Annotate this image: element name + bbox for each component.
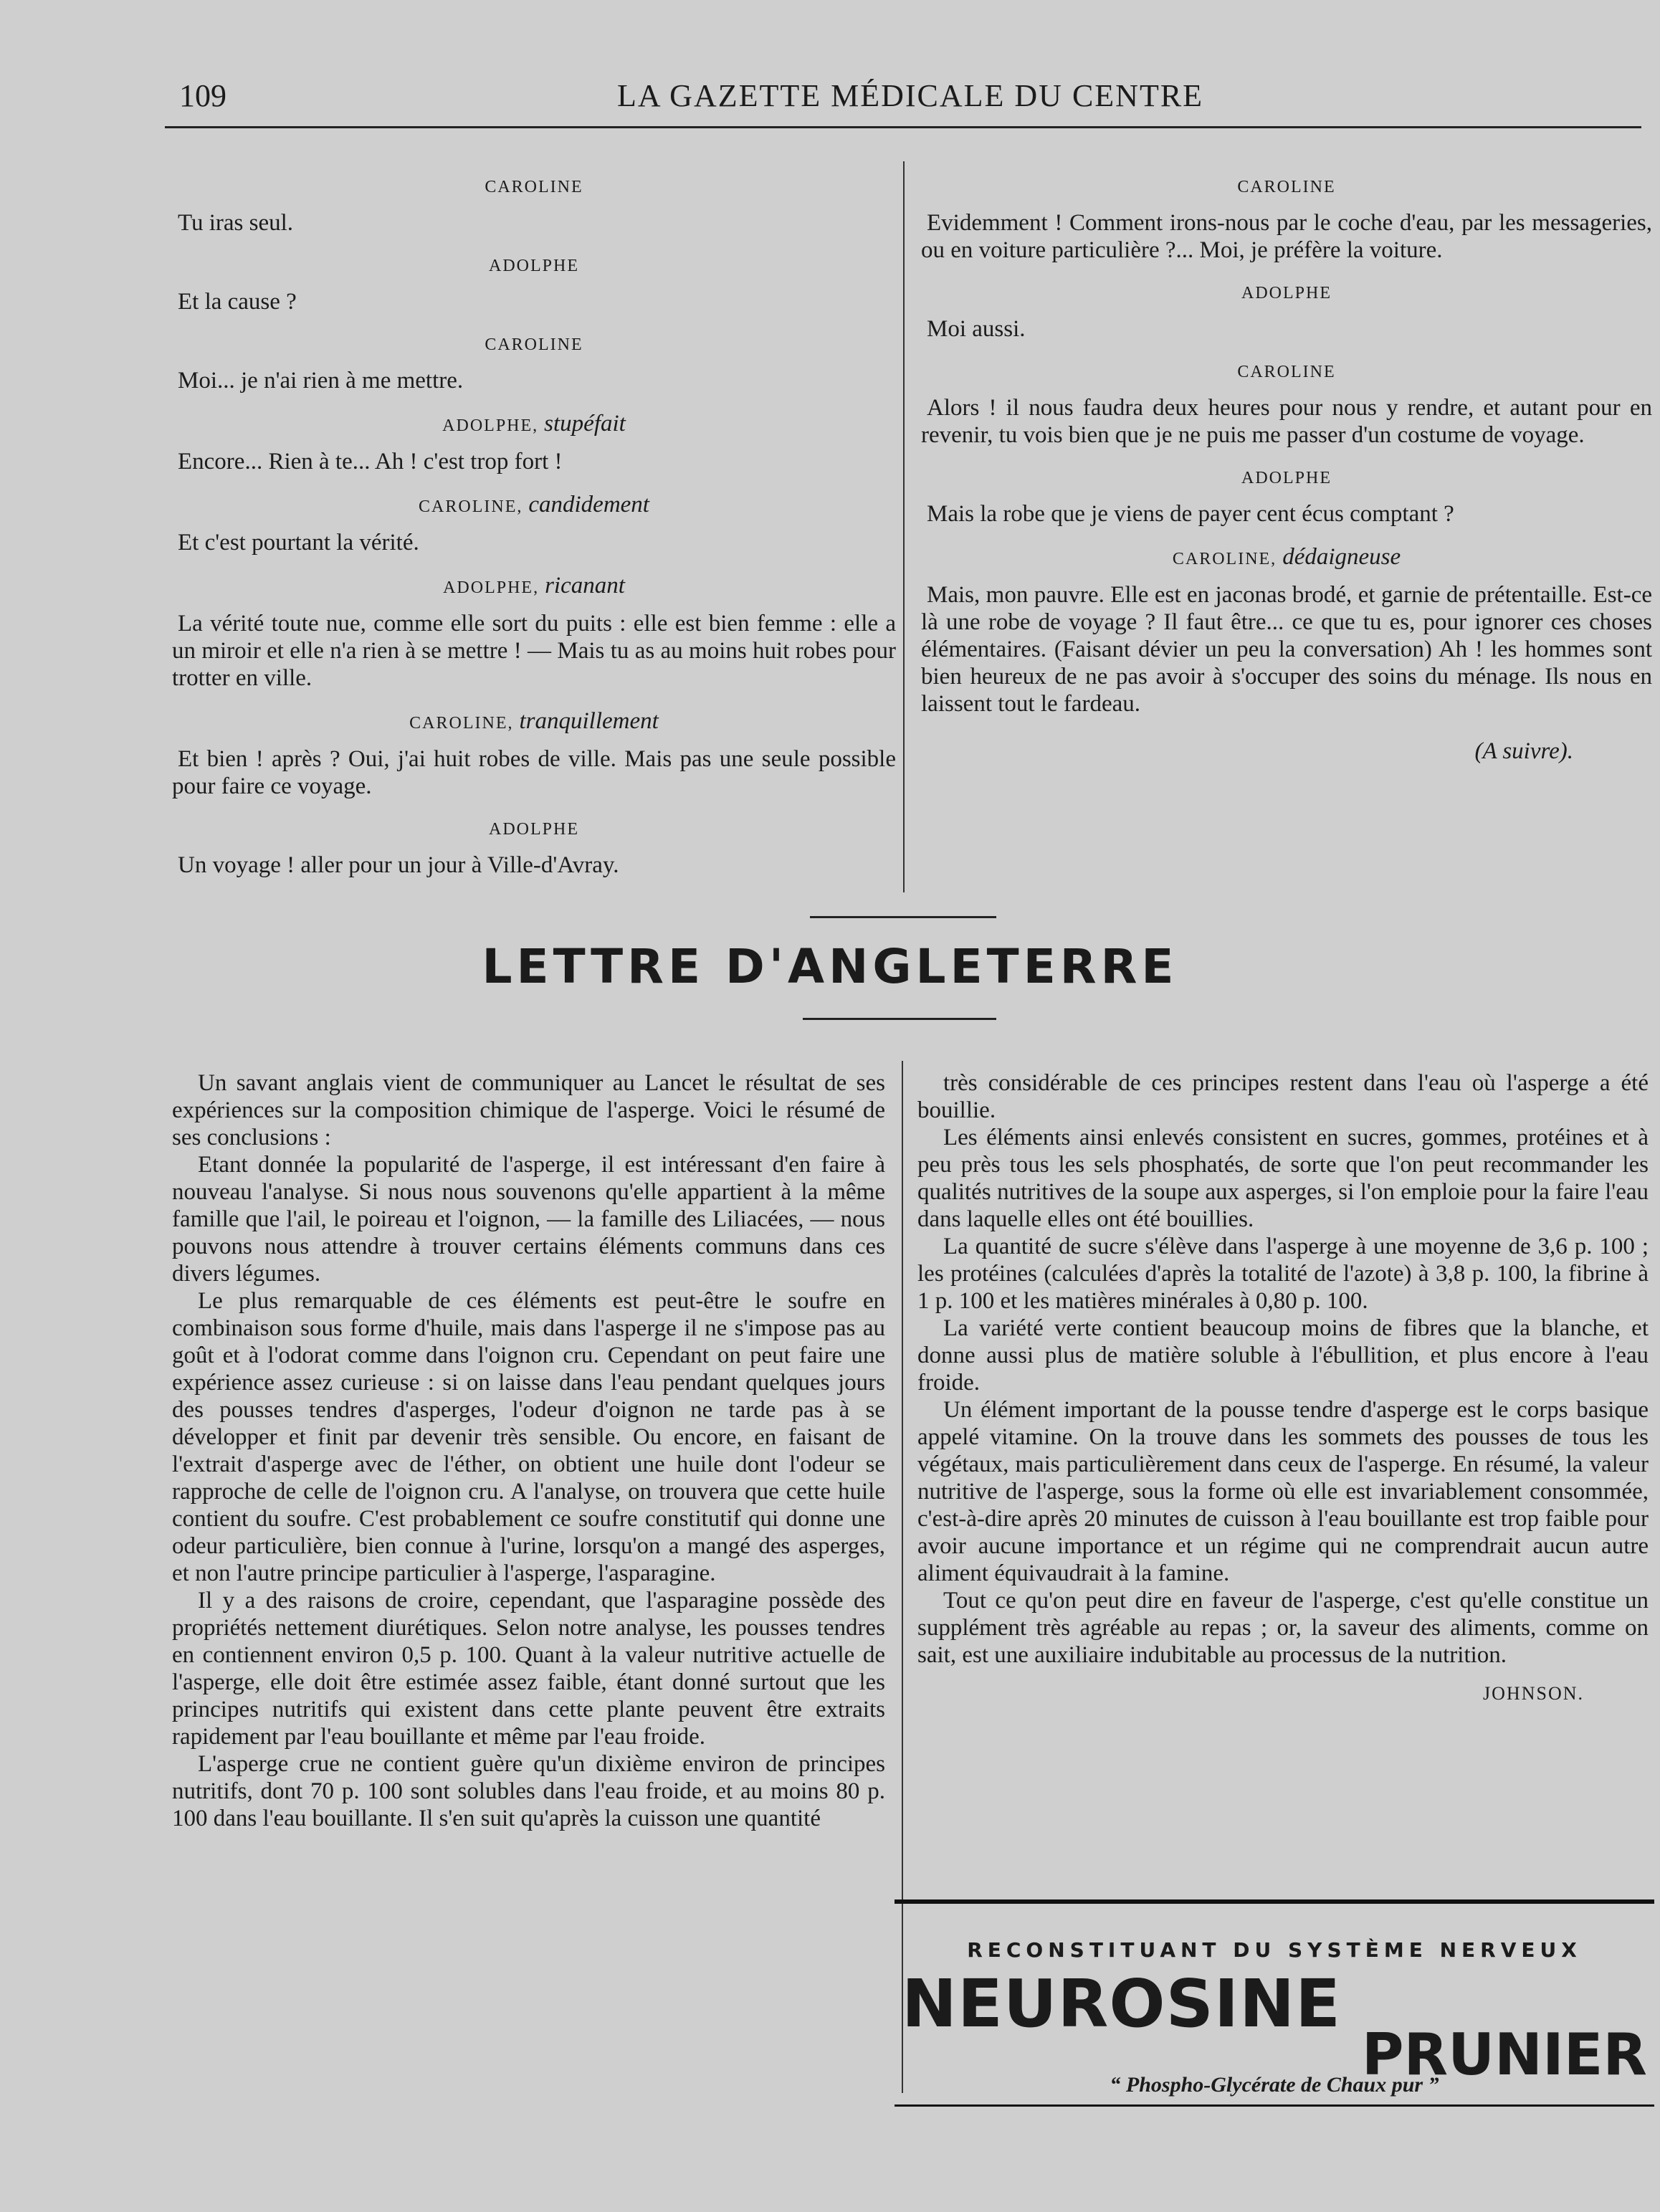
ad-brand: NEUROSINE	[902, 1965, 1341, 2042]
dialogue-column-divider	[903, 161, 905, 892]
speaker-cue	[921, 464, 1652, 492]
speaker-cue	[172, 816, 896, 843]
article-paragraph: Le plus remarquable de ces éléments est peut-être le soufre en combinaison sous forme d'huile, mais dans l'asperge il ne s'impose pas au goût et à l'odorat comme dans l'oignon cru. Cependant on peut faire une expérience assez curieuse : si on laisse dans l'eau pendant quelques jours des pousses tendres d'asperges, l'odeur d'oignon ne tarde pas à se développer et finit par devenir très sensible. Ou encore, en faisant de l'extrait d'asperge avec de l'éther, on obtient une huile dont l'odeur se rapproche de celle de l'oignon cru. A l'analyse, on trouvera que cette huile contient du soufre. C'est probablement ce soufre constitutif qui donne une odeur particulière, bien connue à l'urine, lorsqu'on a mangé des asperges, et non l'autre principe particulier à l'asperge, l'asparagine.	[172, 1288, 885, 1586]
speaker-name: ADOLPHE,	[443, 578, 540, 597]
speaker-name: CAROLINE	[485, 178, 583, 196]
article-paragraph: Les éléments ainsi enlevés consistent en sucres, gommes, protéines et à peu près tous les sels phosphatés, de sorte que l'on peut recommander les qualités nutritives de la soupe aux asperges, si l'on emploie pour la faire l'eau dans laquelle elles ont été bouillies.	[917, 1125, 1649, 1232]
ad-rule-bottom	[895, 2104, 1654, 2107]
speaker-cue	[172, 572, 896, 601]
article-right-column	[917, 1069, 1649, 1707]
speaker-name: ADOLPHE	[1241, 469, 1332, 487]
article-paragraph: La quantité de sucre s'élève dans l'asperge à une moyenne de 3,6 p. 100 ; les protéines (calculées d'après la totalité de l'azote) à 3,8 p. 100, la fibrine à 1 p. 100 et les matières minérales à 0,80 p. 100.	[917, 1234, 1649, 1314]
article-paragraph: très considérable de ces principes restent dans l'eau où l'asperge a été bouillie.	[917, 1070, 1649, 1123]
dialogue-line: Mais la robe que je viens de payer cent écus comptant ?	[927, 501, 1454, 527]
dialogue-line: Tu iras seul.	[178, 210, 294, 236]
running-head	[179, 72, 1641, 122]
speaker-cue	[921, 173, 1652, 201]
stage-direction: stupéfait	[544, 411, 626, 437]
dialogue-line: Et la cause ?	[178, 289, 297, 315]
speaker-cue	[172, 173, 896, 201]
speaker-name: CAROLINE	[1237, 178, 1336, 196]
dialogue-line: Un voyage ! aller pour un jour à Ville-d'Avray.	[178, 852, 619, 878]
speaker-cue	[172, 252, 896, 280]
article-paragraph: L'asperge crue ne contient guère qu'un dixième environ de principes nutritifs, dont 70 p. 100 sont solubles dans l'eau froide, et au moins 80 p. 100 dans l'eau bouillante. Il s'en suit qu'après la cuisson une quantité	[172, 1751, 885, 1831]
ad-slogan: “ Phospho-Glycérate de Chaux pur ”	[1110, 2073, 1439, 2097]
header-rule	[165, 126, 1641, 128]
speaker-cue	[921, 543, 1652, 573]
dialogue-right-column	[921, 158, 1652, 765]
dialogue-line: Et bien ! après ? Oui, j'ai huit robes de ville. Mais pas une seule possible pour faire ce voyage.	[172, 746, 896, 799]
page-number: 109	[179, 78, 226, 113]
speaker-name: ADOLPHE	[489, 820, 579, 839]
dialogue-line: Mais, mon pauvre. Elle est en jaconas brodé, et garnie de prétentaille. Est-ce là une robe de voyage ? Il faut être... ce que tu es, pour ignorer ces choses élémentaires. (Faisant dévier un peu la conversation) Ah ! les hommes sont bien heureux de ne pas avoir à s'occuper des soins du ménage. Ils nous en laissent tout le fardeau.	[921, 582, 1652, 717]
article-left-column	[172, 1069, 885, 1832]
speaker-name: CAROLINE	[1237, 363, 1336, 381]
stage-direction: ricanant	[545, 573, 625, 599]
article-paragraph: Un savant anglais vient de communiquer au Lancet le résultat de ses expériences sur la composition chimique de l'asperge. Voici le résumé de ses conclusions :	[172, 1070, 885, 1150]
article-paragraph: Un élément important de la pousse tendre d'asperge est le corps basique appelé vitamine. On la trouve dans les sommets des pousses de tous les végétaux, mais particulièrement dans ceux de l'asperge. En résumé, la valeur nutritive de l'asperge, sous la forme où elle est invariablement consommée, c'est-à-dire après 20 minutes de cuisson à l'eau bouillante est trop faible pour avoir aucune importance et un régime qui ne comprendrait aucun autre aliment équivaudrait à la famine.	[917, 1397, 1649, 1586]
stage-direction: dédaigneuse	[1282, 544, 1401, 570]
speaker-cue	[172, 410, 896, 439]
speaker-name: CAROLINE,	[419, 497, 523, 516]
advertisement	[895, 1899, 1654, 2107]
dialogue-line: Encore... Rien à te... Ah ! c'est trop fort !	[178, 449, 563, 475]
section-rule-top	[810, 916, 996, 918]
dialogue-line: Moi... je n'ai rien à me mettre.	[178, 368, 464, 394]
speaker-cue	[921, 280, 1652, 307]
dialogue-line: Evidemment ! Comment irons-nous par le coche d'eau, par les messageries, ou en voiture particulière ?... Moi, je préfère la voiture.	[921, 210, 1652, 263]
speaker-cue	[172, 491, 896, 520]
dialogue-line: La vérité toute nue, comme elle sort du puits : elle est bien femme : elle a un miroir et elle n'a rien à se mettre ! — Mais tu as au moins huit robes pour trotter en ville.	[172, 611, 896, 691]
speaker-cue	[172, 331, 896, 358]
speaker-name: CAROLINE	[485, 335, 583, 354]
journal-title: LA GAZETTE MÉDICALE DU CENTRE	[616, 78, 1204, 113]
stage-direction: tranquillement	[519, 708, 659, 734]
article-paragraph: Il y a des raisons de croire, cependant, que l'asparagine possède des propriétés nettement diurétiques. Selon notre analyse, les pousses tendres en contiennent environ 0,5 p. 100. Quant à la valeur nutritive actuelle de l'asperge, elle doit être estimée assez faible, étant donné surtout que les principes nutritifs qui existent dans cette plante peuvent être extraits rapidement par l'eau bouillante et même par l'eau froide.	[172, 1588, 885, 1750]
ad-tagline: RECONSTITUANT DU SYSTÈME NERVEUX	[967, 1938, 1582, 1962]
dialogue-left-column	[172, 158, 896, 879]
speaker-name: CAROLINE,	[409, 714, 514, 733]
article-paragraph: Tout ce qu'on peut dire en faveur de l'asperge, c'est qu'elle constitue un supplément très agréable au repas ; or, la saveur des aliments, comme on sait, est une auxiliaire indubitable au processus de la nutrition.	[917, 1588, 1649, 1668]
speaker-name: ADOLPHE	[1241, 284, 1332, 302]
author-signature: JOHNSON.	[1483, 1683, 1584, 1704]
dialogue-line: Alors ! il nous faudra deux heures pour nous y rendre, et autant pour en revenir, tu vois bien que je ne puis me passer d'un costume de voyage.	[921, 395, 1652, 448]
speaker-name: ADOLPHE,	[442, 416, 539, 435]
to-be-continued: (A suivre).	[1474, 738, 1573, 764]
article-paragraph: La variété verte contient beaucoup moins de fibres que la blanche, et donne aussi plus de matière soluble à l'ébullition, et plus encore à l'eau froide.	[917, 1315, 1649, 1396]
speaker-name: CAROLINE,	[1172, 550, 1277, 568]
ad-maker: PRUNIER	[1361, 2021, 1647, 2088]
article-paragraph: Etant donnée la popularité de l'asperge, il est intéressant d'en faire à nouveau l'analyse. Si nous nous souvenons qu'elle appartient à la même famille que l'ail, le poireau et l'oignon, — la famille des Liliacées, — nous pouvons nous attendre à trouver certains éléments communs dans ces divers légumes.	[172, 1152, 885, 1287]
speaker-cue	[172, 707, 896, 737]
dialogue-line: Moi aussi.	[927, 316, 1026, 342]
speaker-cue	[921, 358, 1652, 386]
stage-direction: candidement	[528, 492, 649, 518]
section-rule-bottom	[803, 1018, 996, 1020]
speaker-name: ADOLPHE	[489, 257, 579, 275]
dialogue-line: Et c'est pourtant la vérité.	[178, 530, 419, 556]
section-title: LETTRE D'ANGLETERRE	[482, 939, 1178, 994]
ad-rule-top	[895, 1899, 1654, 1904]
